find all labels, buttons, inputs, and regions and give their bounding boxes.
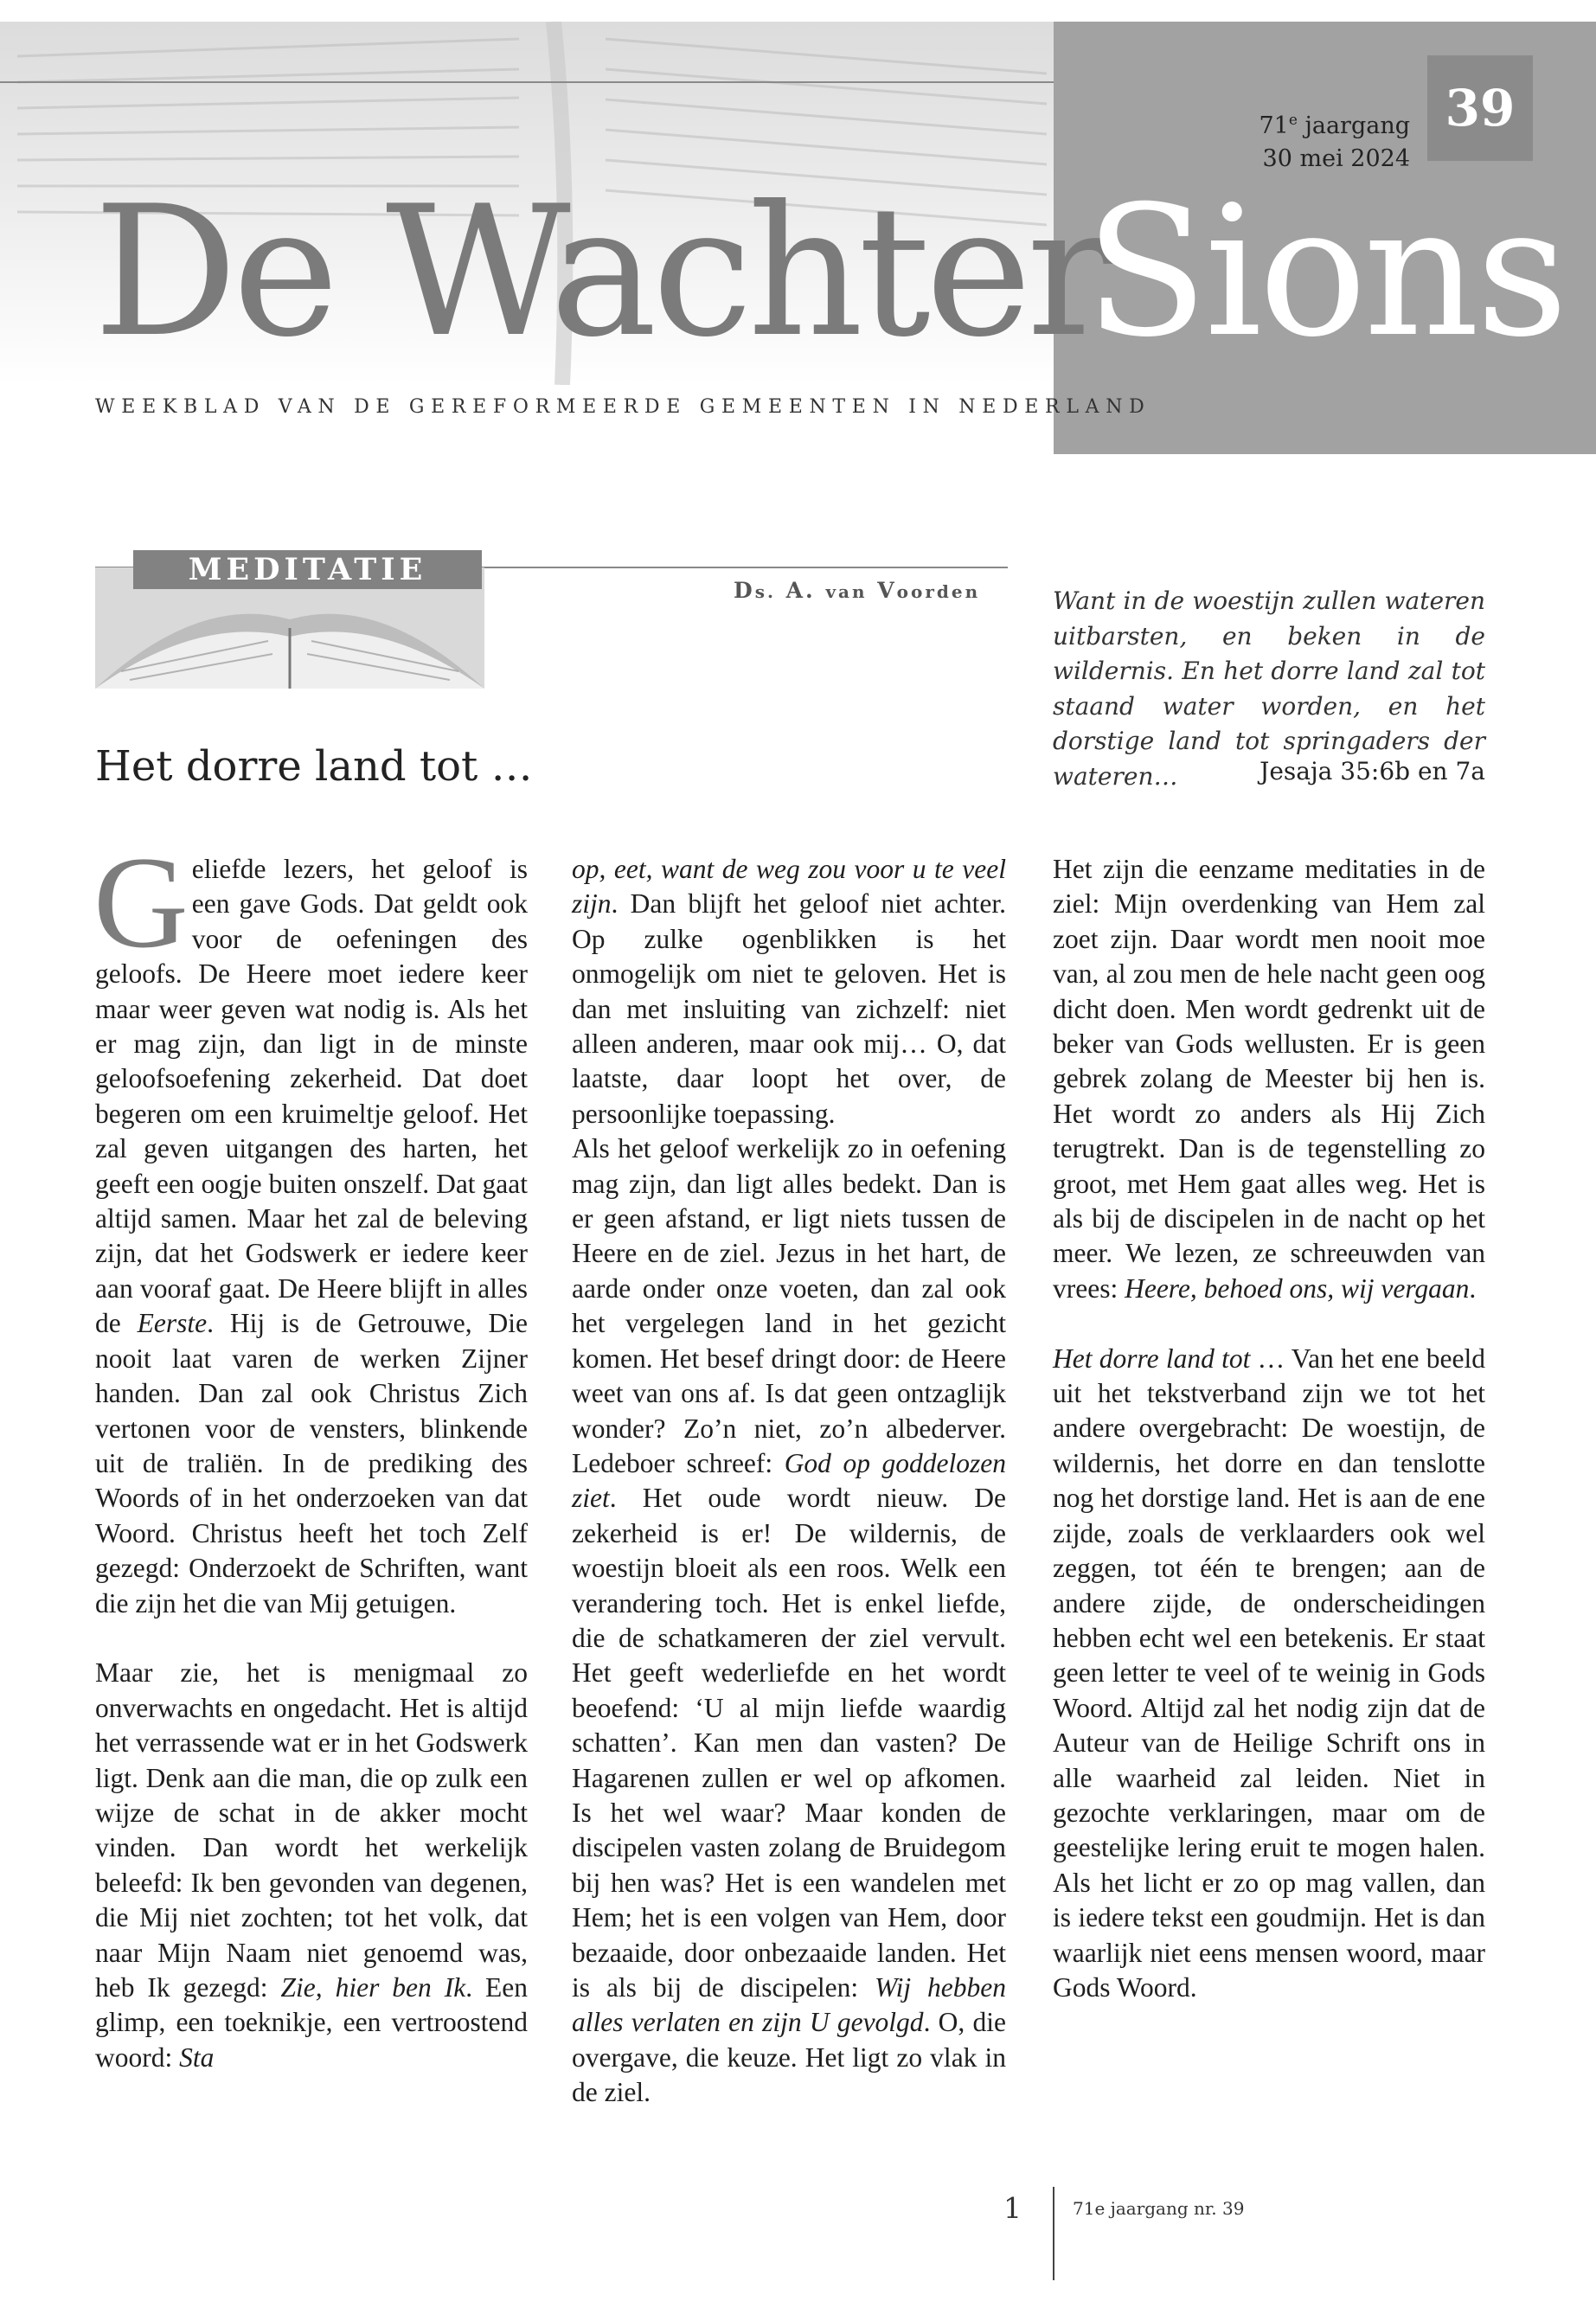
article-heading: Het dorre land tot … [95, 742, 533, 791]
article-column-2 [572, 852, 1006, 2111]
footer-divider [1053, 2187, 1054, 2280]
article-column-1 [93, 830, 528, 2075]
article-column-3 [1053, 852, 1485, 2005]
magazine-title-part2: Sions [1085, 168, 1565, 377]
paragraph: Maar zie, het is menigmaal zo onverwachts en ongedacht. Het is altijd het verrassende wat er in het Godswerk ligt. Denk aan die man, die op zulk een wijze de schat in de akker mocht vinden. Dan wordt het werkelijk beleefd: Ik ben gevonden van degenen, die Mij niet zochten; tot het volk, dat naar Mijn Naam niet genoemd was, heb Ik gezegd: Zie, hier ben Ik. Een glimp, een toeknikje, een vertroostend woord: Sta [95, 1657, 528, 2073]
issue-date: 30 mei 2024 [1262, 145, 1410, 172]
paragraph: Geliefde lezers, het geloof is een gave Gods. Dat geldt ook voor de oefeningen des geloofs. De Heere moet iedere keer maar weer geven wat nodig is. Als het er mag zijn, dan ligt in de minste geloofsoefening zekerheid. Dat doet begeren om een kruimeltje geloof. Het zal geven uitgangen des harten, het geeft een oogje buiten onszelf. Dat gaat altijd samen. Maar het zal de beleving zijn, dat het Godswerk er iedere keer aan vooraf gaat. De Heere blijft in alles de Eerste. Hij is de Getrouwe, Die nooit laat varen de werken Zijner handen. Dan zal ook Christus Zich vertonen voor de vensters, blinkende uit de traliën. In de prediking des Woords of in het onderzoeken van dat Woord. Christus heeft het toch Zelf gezegd: Onderzoekt de Schriften, want die zijn het die van Mij getuigen. [93, 830, 528, 1618]
article-author: Ds. A. van Voorden [734, 578, 981, 603]
footer-issue-info: 71e jaargang nr. 39 [1073, 2198, 1245, 2219]
scripture-reference: Jesaja 35:6b en 7a [1259, 757, 1485, 785]
paragraph: Als het geloof werkelijk zo in oefening mag zijn, dan ligt alles bedekt. Dan is er geen afstand, er ligt niets tussen de Heere en de ziel. Jezus in het hart, de aarde onder onze voeten, dan zal ook het vergelegen land in het gezicht komen. Het besef dringt door: de Heere weet van ons af. Is dat geen ontzaglijk wonder? Zo’n niet, zo’n albederver. Ledeboer schreef: God op goddelozen ziet. Het oude wordt nieuw. De zekerheid is er! De wildernis, de woestijn bloeit als een roos. Welk een verandering toch. Het is enkel liefde, die de schatkameren der ziel vervult. Het geeft wederliefde en het wordt beoefend: ‘U al mijn liefde waardig schatten’. Kan men dan vasten? De Hagarenen zullen er wel op afkomen. Is het wel waar? Maar konden de discipelen vasten zolang de Bruidegom bij hen was? Het is een wandelen met Hem; het is een volgen van Hem, door bezaaide, door onbezaaide landen. Het is als bij de discipelen: Wij hebben alles verlaten en zijn U gevolgd. O, die overgave, die keuze. Het ligt zo vlak in de ziel. [572, 1133, 1007, 2108]
magazine-subtitle: WEEKBLAD VAN DE GEREFORMEERDE GEMEENTEN IN NEDERLAND [95, 396, 1151, 418]
paragraph: Het dorre land tot … Van het ene beeld uit het tekstverband zijn we tot het andere overgebracht: De woestijn, de wildernis, het dorre en dan tenslotte nog het dorstige land. Het is aan de ene zijde, zoals de verklaarders ook wel zeggen, tot één te brengen; aan de andere zijde, de onderscheidingen hebben echt wel een betekenis. Er staat geen letter te veel of te weinig in Gods Woord. Altijd zal het nodig zijn dat de Auteur van de Heilige Schrift ons in alle waarheid zal leiden. Niet in gezochte verklaringen, maar om de geestelijke lering eruit te mogen halen. Als het licht er zo op mag vallen, dan is iedere tekst een goudmijn. Het is dan waarlijk niet eens mensen woord, maar Gods Woord. [1053, 1343, 1485, 2003]
issue-number: 39 [1427, 55, 1533, 161]
magazine-title-part1: De Wachter [93, 168, 1108, 377]
paragraph: Het zijn die eenzame meditaties in de ziel: Mijn overdenking van Hem zal zoet zijn. Daar wordt men nooit moe van, al zou men de hele nacht geen oog dicht doen. Men wordt gedrenkt uit de beker van Gods wellusten. Er is geen gebrek zolang de Meester bij hen is. Het wordt zo anders als Hij Zich terugtrekt. Dan is de tegenstelling zo groot, met Hem gaat alles weg. Het is als bij de discipelen in de nacht op het meer. We lezen, ze schreeuwden van vrees: Heere, behoed ons, wij vergaan. [1053, 854, 1485, 1304]
paragraph: op, eet, want de weg zou voor u te veel zijn. Dan blijft het geloof niet achter. Op zulke ogenblikken is het onmogelijk om niet te geloven. Het is dan met insluiting van zichzelf: niet alleen anderen, maar ook mij… O, dat laatste, daar loopt het over, de persoonlijke toepassing. [572, 854, 1006, 1129]
page-number: 1 [1003, 2191, 1022, 2225]
section-label: MEDITATIE [133, 550, 482, 589]
scripture-quote: Want in de woestijn zullen wateren uitbarsten, en beken in de wildernis. En het dorre land zal tot staand water worden, en het dorstige land tot springaders der wateren… [1053, 586, 1485, 791]
drop-cap: G [93, 830, 189, 975]
volume-info: 71e jaargang 30 mei 2024 [1259, 104, 1410, 176]
